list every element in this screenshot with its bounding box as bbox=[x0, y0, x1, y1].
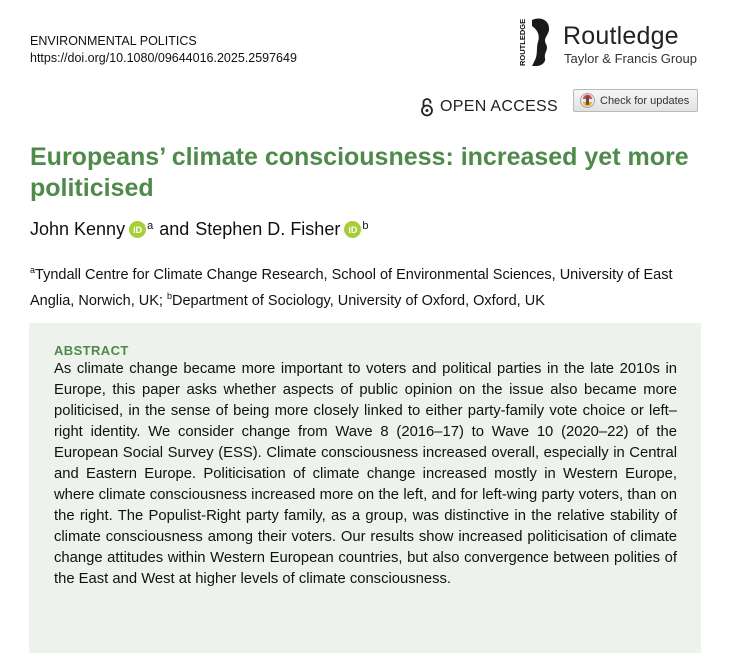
orcid-icon[interactable]: iD bbox=[129, 221, 146, 238]
open-access-badge bbox=[420, 97, 558, 117]
affiliation-text: Tyndall Centre for Climate Change Research, School of Environmental Sciences, University of East Anglia, Norwich, UK; bbox=[30, 266, 673, 309]
routledge-head-icon bbox=[518, 14, 560, 68]
orcid-icon[interactable]: iD bbox=[344, 221, 361, 238]
doi-link[interactable]: https://doi.org/10.1080/09644016.2025.2597649 bbox=[30, 51, 297, 65]
journal-header bbox=[30, 33, 297, 67]
check-for-updates-label: Check for updates bbox=[600, 94, 690, 107]
svg-text:ROUTLEDGE: ROUTLEDGE bbox=[518, 18, 527, 66]
author-list bbox=[30, 219, 368, 240]
author-name[interactable]: John Kenny bbox=[30, 219, 126, 239]
author-joiner: and bbox=[159, 219, 190, 239]
abstract-text: As climate change became more important to voters and political parties in the late 2010s in Europe, this paper asks whether aspects of public opinion on the issue also became more politicised, in the sense of being more closely linked to either party-family vote choice or left–right identity. We consider change from Wave 8 (2016–17) to Wave 10 (2020–22) of the European Social Survey (ESS). Climate consciousness increased overall, especially in Central and Eastern Europe. Politicisation of climate change increased mostly in Western Europe, where climate consciousness increased more on the left, and for left-wing party voters, than on the right. The Populist-Right party family, as a group, was distinctive in the relative stability of climate consciousness among their voters. Our results show increased politicisation of climate change attitudes within Western European countries, but also convergence between polities of the East and West at higher levels of climate consciousness. bbox=[54, 361, 677, 587]
affiliation-marker: a bbox=[147, 219, 154, 232]
publisher-logo[interactable] bbox=[518, 14, 718, 68]
open-access-label: OPEN ACCESS bbox=[440, 98, 559, 115]
open-lock-icon bbox=[420, 97, 434, 117]
publisher-name: Routledge bbox=[563, 22, 679, 50]
affiliation-marker: a bbox=[30, 265, 36, 275]
affiliation-text: Department of Sociology, University of Oxford, Oxford, UK bbox=[172, 292, 545, 309]
author-name[interactable]: Stephen D. Fisher bbox=[195, 219, 341, 239]
article-title: Europeans’ climate consciousness: increased yet more politicised bbox=[30, 143, 689, 202]
check-for-updates-button[interactable] bbox=[573, 89, 698, 112]
crossmark-icon bbox=[580, 93, 595, 108]
journal-name: ENVIRONMENTAL POLITICS bbox=[30, 34, 197, 48]
abstract-box bbox=[29, 323, 701, 653]
publisher-group: Taylor & Francis Group bbox=[564, 51, 697, 66]
affiliation-marker: b bbox=[362, 219, 369, 232]
abstract-heading: ABSTRACT bbox=[54, 343, 129, 358]
affiliation-marker: b bbox=[167, 290, 173, 301]
affiliations bbox=[30, 260, 702, 312]
